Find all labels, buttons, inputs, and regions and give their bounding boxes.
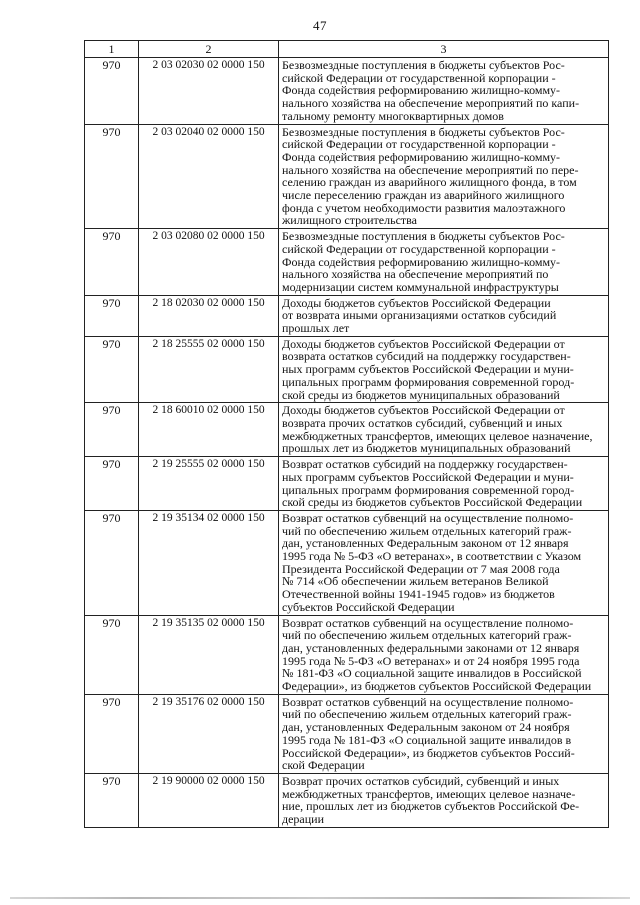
admin-code-cell: 970	[85, 58, 139, 125]
table-row	[85, 124, 609, 229]
revenue-name-line: 1995 года № 5-ФЗ «О ветеранах», в соответствии с Указом	[282, 549, 582, 564]
admin-code-cell: 970	[85, 694, 139, 773]
revenue-name-line: Президента Российской Федерации от 7 мая 2008 года	[282, 561, 560, 576]
revenue-name-line: нального хозяйства на обеспечение мероприятий по пере-	[282, 162, 579, 177]
table-row	[85, 403, 609, 457]
revenue-name-line: ние, прошлых лет из бюджетов субъектов Российской Фе-	[282, 799, 580, 814]
admin-code-cell: 970	[85, 457, 139, 511]
revenue-name-line: Возврат остатков субсидий на поддержку государствен-	[282, 457, 568, 472]
revenue-name-line: нального хозяйства на обеспечение мероприятий по капи-	[282, 96, 580, 111]
revenue-name-line: 1995 года № 5-ФЗ «О ветеранах» и от 24 ноября 1995 года	[282, 653, 580, 668]
page-number: 47	[313, 18, 327, 33]
revenue-name-line: межбюджетных трансфертов, имеющих целевое назначе-	[282, 786, 576, 801]
admin-code-cell: 970	[85, 124, 139, 229]
revenue-name-line: ской Федерации	[282, 758, 365, 773]
revenue-name-line: № 181-ФЗ «О социальной защите инвалидов в Российской	[282, 666, 582, 681]
table-header	[85, 41, 609, 58]
budget-classification-code-cell: 2 19 35134 02 0000 150	[139, 510, 279, 615]
revenue-name-line: сийской Федерации от государственной корпорации -	[282, 241, 556, 256]
revenue-name-line: Возврат остатков субвенций на осуществление полномо-	[282, 510, 574, 525]
revenue-name-line: ской среды из бюджетов субъектов Российской Федерации	[282, 495, 583, 510]
header-row	[85, 41, 609, 58]
header-column-1: 1	[85, 41, 139, 58]
admin-code-cell: 970	[85, 229, 139, 296]
budget-classification-code-cell: 2 19 35135 02 0000 150	[139, 615, 279, 694]
revenue-name-cell	[279, 615, 609, 694]
revenue-name-line: прошлых лет из бюджетов муниципальных образований	[282, 441, 571, 456]
revenue-name-line: Возврат прочих остатков субсидий, субвенций и иных	[282, 773, 560, 788]
revenue-name-line: ных программ субъектов Российской Федерации и муни-	[282, 362, 574, 377]
revenue-name-line: возврата остатков субсидий на поддержку государствен-	[282, 349, 571, 364]
revenue-name-line: дан, установленных Федеральным законом от 12 января	[282, 536, 569, 551]
budget-classification-code-cell: 2 18 02030 02 0000 150	[139, 295, 279, 336]
admin-code-cell: 970	[85, 510, 139, 615]
admin-code-cell: 970	[85, 773, 139, 827]
revenue-name-line: Отечественной войны 1941-1945 годов» из бюджетов	[282, 587, 555, 602]
revenue-name-line: дан, установленных федеральными законами от 12 января	[282, 640, 580, 655]
revenue-name-cell	[279, 229, 609, 296]
revenue-name-line: сийской Федерации от государственной корпорации -	[282, 70, 556, 85]
budget-classification-code-cell: 2 03 02080 02 0000 150	[139, 229, 279, 296]
table-row	[85, 694, 609, 773]
header-column-3: 3	[279, 41, 609, 58]
revenue-name-line: Фонда содействия реформированию жилищно-комму-	[282, 254, 561, 269]
admin-code-cell: 970	[85, 336, 139, 403]
scan-edge-line	[10, 897, 630, 899]
revenue-name-line: Возврат остатков субвенций на осуществление полномо-	[282, 615, 574, 630]
revenue-name-line: дан, установленных Федеральным законом от 24 ноября	[282, 720, 570, 735]
revenue-name-line: 1995 года № 181-ФЗ «О социальной защите инвалидов в	[282, 732, 572, 747]
header-column-2: 2	[139, 41, 279, 58]
revenue-name-line: фонда с учетом необходимости развития малоэтажного	[282, 200, 566, 215]
revenue-name-line: дерации	[282, 812, 325, 827]
budget-classification-code-cell: 2 18 25555 02 0000 150	[139, 336, 279, 403]
revenue-name-line: Доходы бюджетов субъектов Российской Федерации	[282, 295, 551, 310]
revenue-name-line: модернизации систем коммунальной инфраструктуры	[282, 279, 559, 294]
revenue-name-line: Доходы бюджетов субъектов Российской Федерации от	[282, 403, 565, 418]
revenue-name-line: межбюджетных трансфертов, имеющих целевое назначение,	[282, 428, 593, 443]
revenue-name-line: нального хозяйства на обеспечение мероприятий по	[282, 267, 549, 282]
table-row	[85, 773, 609, 827]
revenue-name-line: ципальных программ формирования современной город-	[282, 374, 575, 389]
revenue-name-cell	[279, 403, 609, 457]
revenue-name-line: чий по обеспечению жильем отдельных категорий граж-	[282, 628, 572, 643]
revenue-name-line: прошлых лет	[282, 321, 350, 336]
revenue-name-cell	[279, 694, 609, 773]
revenue-name-line: Фонда содействия реформированию жилищно-комму-	[282, 149, 561, 164]
budget-classification-code-cell: 2 19 35176 02 0000 150	[139, 694, 279, 773]
revenue-name-cell	[279, 124, 609, 229]
table-row	[85, 336, 609, 403]
revenue-name-line: Безвозмездные поступления в бюджеты субъектов Рос-	[282, 58, 565, 72]
budget-classification-code-cell: 2 03 02040 02 0000 150	[139, 124, 279, 229]
table-row	[85, 295, 609, 336]
revenue-name-line: от возврата иными организациями остатков субсидий	[282, 308, 557, 323]
budget-classification-code-cell: 2 19 90000 02 0000 150	[139, 773, 279, 827]
revenue-name-line: Федерации», из бюджетов субъектов Российской Федерации	[282, 679, 592, 694]
revenue-name-line: Возврат остатков субвенций на осуществление полномо-	[282, 694, 574, 709]
budget-classification-code-cell: 2 03 02030 02 0000 150	[139, 58, 279, 125]
revenue-name-line: чий по обеспечению жильем отдельных категорий граж-	[282, 523, 572, 538]
revenue-name-cell	[279, 295, 609, 336]
revenue-name-line: сийской Федерации от государственной корпорации -	[282, 137, 556, 152]
revenue-name-line: субъектов Российской Федерации	[282, 599, 455, 614]
revenue-name-line: Российской Федерации», из бюджетов субъектов Россий-	[282, 745, 575, 760]
revenue-name-line: Безвозмездные поступления в бюджеты субъектов Рос-	[282, 124, 565, 139]
table-body	[85, 58, 609, 828]
revenue-name-line: № 714 «Об обеспечении жильем ветеранов Великой	[282, 574, 549, 589]
table-row	[85, 58, 609, 125]
revenue-name-line: ской среды из бюджетов муниципальных образований	[282, 387, 560, 402]
revenue-name-cell	[279, 58, 609, 125]
revenue-name-cell	[279, 336, 609, 403]
revenue-name-line: числе переселению граждан из аварийного жилищного	[282, 188, 565, 203]
revenue-codes-table	[84, 40, 609, 828]
revenue-name-line: селению граждан из аварийного жилищного фонда, в том	[282, 175, 577, 190]
revenue-name-line: Безвозмездные поступления в бюджеты субъектов Рос-	[282, 229, 565, 244]
table-row	[85, 229, 609, 296]
admin-code-cell: 970	[85, 403, 139, 457]
revenue-name-line: чий по обеспечению жильем отдельных категорий граж-	[282, 707, 572, 722]
admin-code-cell: 970	[85, 295, 139, 336]
revenue-name-line: жилищного строительства	[282, 213, 417, 228]
revenue-name-line: ципальных программ формирования современной город-	[282, 482, 575, 497]
revenue-name-line: Фонда содействия реформированию жилищно-комму-	[282, 83, 561, 98]
table-row	[85, 615, 609, 694]
budget-classification-code-cell: 2 19 25555 02 0000 150	[139, 457, 279, 511]
revenue-name-line: тальному ремонту многоквартирных домов	[282, 108, 504, 123]
budget-classification-code-cell: 2 18 60010 02 0000 150	[139, 403, 279, 457]
revenue-name-line: Доходы бюджетов субъектов Российской Федерации от	[282, 336, 565, 351]
revenue-name-cell	[279, 457, 609, 511]
table-row	[85, 457, 609, 511]
revenue-name-cell	[279, 773, 609, 827]
admin-code-cell: 970	[85, 615, 139, 694]
revenue-name-line: ных программ субъектов Российской Федерации и муни-	[282, 469, 574, 484]
revenue-name-cell	[279, 510, 609, 615]
table-row	[85, 510, 609, 615]
revenue-name-line: возврата прочих остатков субсидий, субвенций и иных	[282, 415, 563, 430]
